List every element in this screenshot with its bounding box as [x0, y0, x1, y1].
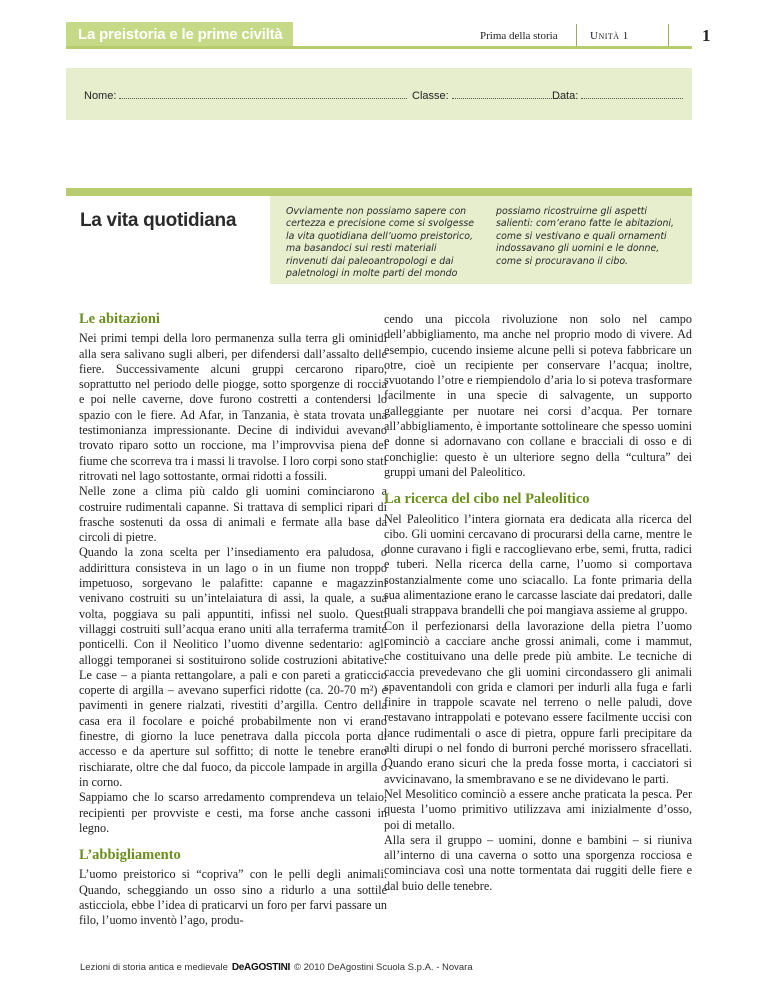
section-heading-abbigliamento: L’abbigliamento: [79, 847, 181, 864]
section-heading-cibo: La ricerca del cibo nel Paleolitico: [384, 491, 590, 508]
page-title: La vita quotidiana: [80, 210, 237, 231]
class-label: Classe:: [412, 90, 449, 102]
unit-label: Unità 1: [590, 30, 629, 42]
title-panel: [66, 196, 270, 284]
section-body-abbigliamento: [79, 867, 387, 928]
topic-title: La preistoria e le prime civiltà: [78, 25, 283, 43]
footer-copyright: © 2010 DeAgostini Scuola S.p.A. - Novara: [294, 962, 473, 973]
section-text: cendo una piccola rivoluzione non solo nel campo dell’abbigliamento, ma anche nel proprio modo di vivere. Ad esempio, cucendo insieme alcune pelli si poteva fabbricare un otre, cioè un recipiente per conservare l’acqua; inoltre, svuotando l’otre e riempiendolo d’aria lo si poteva trasformare facilmente in una specie di salvagente, un supporto galleggiante per nuotare nei corsi d’acqua. Per tornare all’abbigliamento, è importante sottolineare che spesso uomini e donne si adornavano con collane e bracciali di osso e di conchiglie: questo è un ulteriore segno della “cultura” dei gruppi umani del Paleolitico.: [384, 312, 692, 479]
name-line[interactable]: [119, 88, 407, 99]
right-column: [384, 312, 692, 894]
section-body-cibo: Nel Paleolitico l’intera giornata era dedicata alla ricerca del cibo. Gli uomini cercavano di procurarsi della carne, mentre le donne curavano i figli e raccoglievano erbe, semi, frutta, radici e tuberi. Nella ricerca della carne, l’uomo si comportava sostanzialmente come uno sciacallo. La fonte primaria della sua alimentazione erano le carcasse lasciate dai predatori, dalle quali strappava brandelli che poi mangiava assieme al gruppo. Con il perfezionarsi della lavorazione della pietra l’uomo cominciò a cacciare anche grossi animali, come i mammut, che costituivano una delle prede più ambite. Le tecniche di caccia prevedevano che gli uomini circondassero gli animali spaventandoli con grida e clamori per indurli alla fuga e farli finire in trappole scavate nel terreno o nelle paludi, dove restavano intrappolati e potevano essere facilmente uccisi con lance rudimentali o asce di pietra, oppure farli precipitare da alti dirupi o nel fondo di burroni perché morissero sfracellati. Quando erano sicuri che la preda fosse morta, i cacciatori si avvicinavano, la smembravano e se ne dividevano le parti. Nel Mesolitico cominciò a essere anche praticata la pesca. Per questa l’uomo primitivo utilizzava ami inizialmente d’osso, poi di metallo. Alla sera il gruppo – uomini, donne e bambini – si riuniva all’interno di una caverna o sotto una sporgenza rocciosa e cominciava così una notte tormentata dai ruggiti delle fiere e dal buio delle tenebre.: [384, 511, 692, 893]
header-divider: [668, 24, 669, 46]
class-line[interactable]: [452, 88, 562, 99]
section-label: Prima della storia: [480, 30, 558, 42]
intro-panel: [270, 196, 692, 284]
section-heading-abitazioni: Le abitazioni: [79, 311, 160, 327]
name-field[interactable]: [84, 88, 407, 102]
page-header: [0, 0, 768, 46]
name-label: Nome:: [84, 90, 117, 102]
class-field[interactable]: [412, 88, 562, 102]
intro-text-right: possiamo ricostruirne gli aspetti salienti: com’erano fatte le abitazioni, come si vestivano e quali ornamenti indossavano gli uomini e le donne, come si procuravano il cibo.: [496, 206, 675, 267]
left-column: [79, 312, 387, 929]
title-bar: [66, 188, 692, 196]
section-body-abitazioni: Nei primi tempi della loro permanenza sulla terra gli ominidi alla sera salivano sugli alberi, per difendersi dall’assalto delle fiere. Successivamente alcuni gruppi cercarono riparo, soprattutto nel periodo delle piogge, sotto sporgenze di roccia e poi nelle caverne, dove furono costretti a contendersi lo spazio con le fiere. Ad Afar, in Tanzania, è stata trovata una testimonianza impressionante. Decine di individui avevano trovato riparo sotto un roccione, ma l’improvvisa piena del fiume che scorreva tra i massi li travolse. I loro corpi sono stati ritrovati nel lago sottostante, ormai ridotti a fossili. Nelle zone a clima più caldo gli uomini cominciarono a costruire rudimentali capanne. Si trattava di semplici ripari di frasche sostenuti da ossa di animali e fermate alla base da circoli di pietre. Quando la zona scelta per l’insediamento era paludosa, o addirittura consisteva in un lago o in un fiume non troppo impetuoso, sorgevano le palafitte: capanne e magazzini venivano costruiti su un’intelaiatura di assi, la quale, a sua volta, poggiava su pali appuntiti, infissi nel suolo. Questi villaggi costruiti sull’acqua erano uniti alla terraferma tramite ponticelli. Con il Neolitico l’uomo divenne sedentario: agli alloggi temporanei si sostituirono solide costruzioni abitative. Le case – a pianta rettangolare, a pali e con pareti a graticcio coperte di argilla – avevano superfici ridotte (ca. 20-70 m²) e pavimenti in genere rialzati, rivestiti d’argilla. Centro della casa era il focolare e poiché probabilmente non vi erano finestre, di giorno la luce penetrava dalla piccola porta di accesso e da aperture sul soffitto; di notte le tenebre erano rischiarate, oltre che dal fuoco, da piccole lampade in argilla o in corno. Sappiamo che lo scarso arredamento comprendeva un telaio, recipienti per provviste e cesti, ma forse anche cassoni in legno.: [79, 331, 387, 835]
date-label: Data:: [552, 90, 579, 102]
page-number: 1: [702, 26, 711, 45]
date-line[interactable]: [581, 88, 683, 99]
section-text: L’uomo preistorico si “copriva” con le pelli degli animali. Quando, scheggiando un osso sino a ridurlo a una sottile asticciola, ebbe l’idea di praticarvi un foro per farvi passare un filo, l’uomo inventò l’ago, produ-: [79, 867, 387, 928]
section-body-abbigliamento-cont: [384, 312, 692, 480]
header-rule: [66, 46, 692, 49]
footer-prefix: Lezioni di storia antica e medievale: [80, 962, 228, 973]
intro-text-left: Ovviamente non possiamo sapere con certezza e precisione come si svolgesse la vita quotidiana dell’uomo preistorico, ma basandoci sui resti materiali rinvenuti dai paleoantropologi e dai paletnologi in molte parti del mondo: [286, 206, 475, 280]
header-divider: [576, 24, 577, 46]
student-info-box: [66, 68, 692, 120]
topic-tag: [66, 22, 293, 46]
page-footer: [80, 962, 473, 973]
date-field[interactable]: [552, 88, 683, 102]
publisher-logo: DeAGOSTINI: [231, 962, 290, 973]
